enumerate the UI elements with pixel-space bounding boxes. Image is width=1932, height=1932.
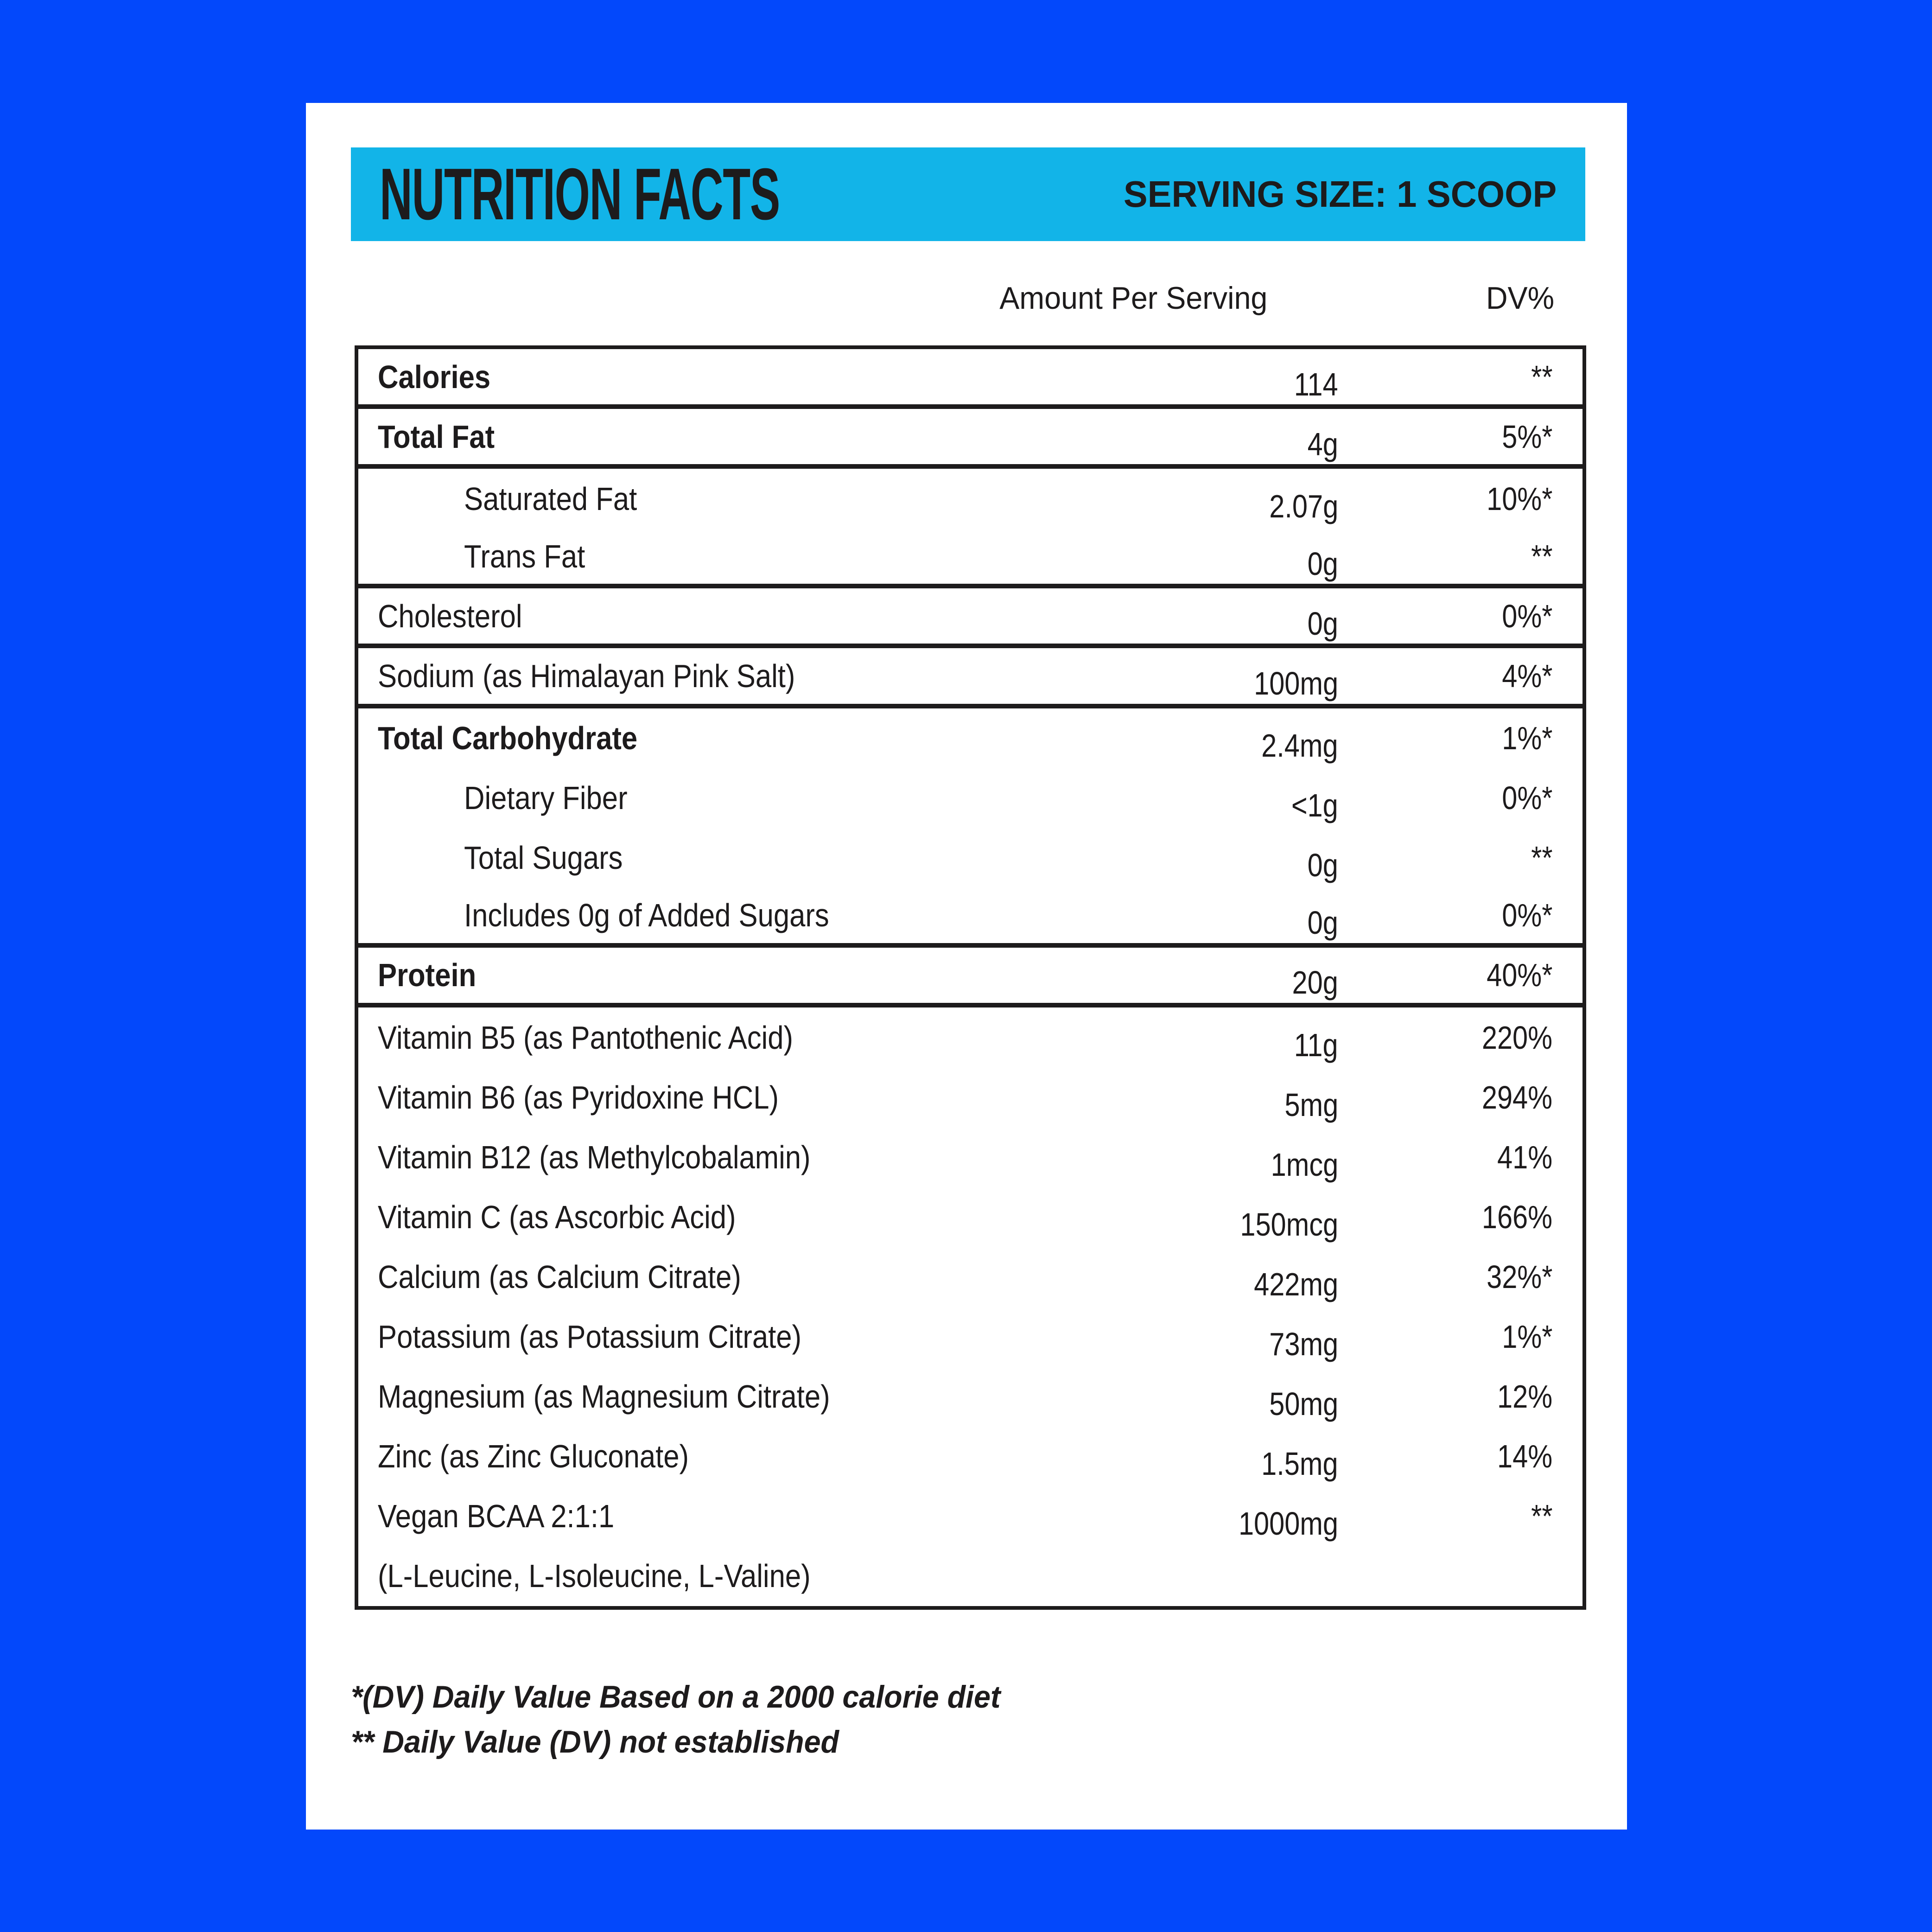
table-row-trans-fat: [358, 529, 1582, 588]
row-label: Includes 0g of Added Sugars: [464, 897, 829, 934]
table-row-vitamin-b5: [358, 1007, 1582, 1067]
row-amount: 4g: [1307, 426, 1338, 462]
row-dv: 41%: [1497, 1139, 1552, 1175]
row-amount: 422mg: [1254, 1266, 1338, 1302]
row-dv: **: [1531, 1498, 1552, 1535]
row-label: Vitamin B5 (as Pantothenic Acid): [378, 1019, 793, 1056]
row-amount: 11g: [1294, 1027, 1338, 1063]
table-row-cholesterol: [358, 588, 1582, 648]
nutrition-label-card: [306, 103, 1627, 1830]
row-dv: 0%*: [1501, 780, 1552, 816]
row-label: Total Sugars: [464, 840, 623, 876]
table-row-saturated-fat: [358, 469, 1582, 529]
table-row-sodium: [358, 648, 1582, 708]
row-dv: 294%: [1481, 1079, 1552, 1116]
row-dv: 0%*: [1501, 598, 1552, 634]
serving-size-text: SERVING SIZE: 1 SCOOP: [1123, 173, 1557, 215]
row-dv: 4%*: [1501, 658, 1552, 695]
row-dv: 1%*: [1501, 720, 1552, 757]
row-dv: 0%*: [1501, 897, 1552, 934]
row-amount: 2.07g: [1269, 488, 1338, 524]
table-row-calcium: [358, 1247, 1582, 1307]
row-dv: 40%*: [1486, 957, 1552, 994]
row-label: Total Fat: [378, 418, 495, 455]
footnotes: [351, 1675, 1556, 1764]
row-label: Vitamin B12 (as Methylcobalamin): [378, 1139, 811, 1175]
row-label: Dietary Fiber: [464, 780, 628, 816]
row-label: Vitamin C (as Ascorbic Acid): [378, 1199, 736, 1235]
row-amount: 0g: [1307, 545, 1338, 582]
row-dv: 220%: [1481, 1019, 1552, 1056]
row-label: Zinc (as Zinc Gluconate): [378, 1438, 689, 1475]
row-amount: <1g: [1291, 787, 1338, 824]
row-label: Vegan BCAA 2:1:1: [378, 1498, 615, 1535]
row-amount: 5mg: [1284, 1086, 1338, 1123]
nutrition-facts-title: NUTRITION FACTS: [380, 153, 780, 235]
row-label: (L-Leucine, L-Isoleucine, L-Valine): [378, 1558, 811, 1594]
table-row-vitamin-c: [358, 1187, 1582, 1247]
row-dv: 32%*: [1486, 1258, 1552, 1295]
table-row-dietary-fiber: [358, 768, 1582, 828]
table-row-vitamin-b12: [358, 1127, 1582, 1187]
row-dv: 166%: [1481, 1199, 1552, 1235]
table-row-vitamin-b6: [358, 1067, 1582, 1127]
row-label: Magnesium (as Magnesium Citrate): [378, 1378, 830, 1415]
row-amount: 20g: [1292, 964, 1338, 1001]
table-row-calories: [358, 349, 1582, 409]
table-row-bcaa-components: [358, 1546, 1582, 1606]
row-dv: 14%: [1497, 1438, 1552, 1475]
row-label: Calcium (as Calcium Citrate): [378, 1258, 741, 1295]
table-row-zinc: [358, 1427, 1582, 1486]
row-dv: **: [1531, 840, 1552, 876]
label-header-banner: [351, 147, 1585, 241]
table-row-total-sugars: [358, 828, 1582, 888]
row-amount: 150mcg: [1240, 1206, 1338, 1243]
row-amount: 0g: [1307, 847, 1338, 884]
row-label: Total Carbohydrate: [378, 720, 638, 757]
row-label: Cholesterol: [378, 598, 522, 634]
row-label: Calories: [378, 358, 491, 395]
row-label: Potassium (as Potassium Citrate): [378, 1319, 802, 1355]
row-amount: 50mg: [1269, 1386, 1338, 1422]
row-dv: 10%*: [1486, 480, 1552, 517]
row-label: Saturated Fat: [464, 480, 637, 517]
amount-per-serving-header: Amount Per Serving: [999, 281, 1268, 316]
table-column-header: [355, 261, 1586, 316]
row-dv: 12%: [1497, 1378, 1552, 1415]
row-amount: 114: [1294, 366, 1338, 402]
footnote-not-established: ** Daily Value (DV) not established: [351, 1724, 839, 1760]
dv-percent-header: DV%: [1486, 281, 1555, 316]
row-amount: 73mg: [1269, 1326, 1338, 1363]
table-row-magnesium: [358, 1367, 1582, 1427]
table-row-potassium: [358, 1307, 1582, 1367]
table-row-vegan-bcaa: [358, 1486, 1582, 1546]
table-row-added-sugars: [358, 888, 1582, 948]
row-amount: 100mg: [1254, 665, 1338, 702]
row-label: Vitamin B6 (as Pyridoxine HCL): [378, 1079, 779, 1116]
row-amount: 1mcg: [1271, 1146, 1338, 1183]
nutrition-facts-table: [355, 345, 1586, 1610]
row-amount: 1000mg: [1238, 1505, 1338, 1542]
row-label: Sodium (as Himalayan Pink Salt): [378, 658, 795, 695]
table-row-total-carbohydrate: [358, 708, 1582, 768]
row-amount: 1.5mg: [1261, 1446, 1338, 1482]
row-amount: 2.4mg: [1261, 727, 1338, 764]
footnote-daily-value: *(DV) Daily Value Based on a 2000 calorie diet: [351, 1679, 1001, 1715]
row-dv: **: [1531, 538, 1552, 574]
row-dv: 5%*: [1501, 418, 1552, 455]
table-row-total-fat: [358, 409, 1582, 469]
row-label: Protein: [378, 957, 477, 994]
row-amount: 0g: [1307, 605, 1338, 642]
table-row-protein: [358, 948, 1582, 1007]
row-dv: 1%*: [1501, 1319, 1552, 1355]
row-dv: **: [1531, 358, 1552, 395]
row-label: Trans Fat: [464, 538, 585, 574]
row-amount: 0g: [1307, 905, 1338, 941]
